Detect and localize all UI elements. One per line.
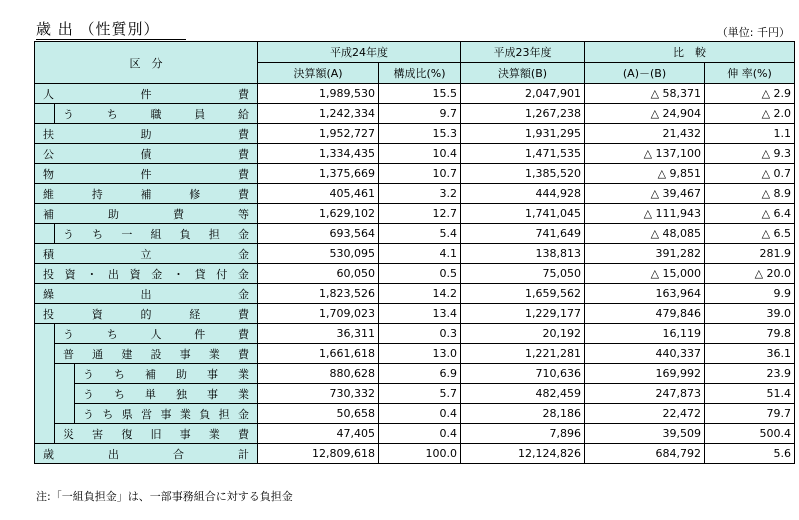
cell-growth: 9.9 bbox=[705, 284, 795, 304]
label-char: 費 bbox=[237, 427, 249, 441]
cell-diff: 479,846 bbox=[585, 304, 705, 324]
row-label-text bbox=[35, 146, 257, 162]
footnote: 注:「一組負担金」は、一部事務組合に対する負担金 bbox=[36, 490, 293, 503]
cell-growth: △ 20.0 bbox=[705, 264, 795, 284]
cell-a: 12,809,618 bbox=[258, 444, 379, 464]
label-char: 金 bbox=[238, 407, 249, 421]
table-row bbox=[35, 344, 795, 364]
cell-diff: △ 15,000 bbox=[585, 264, 705, 284]
label-char: 補 bbox=[140, 187, 152, 201]
label-char: 業 bbox=[208, 427, 220, 441]
label-char: 費 bbox=[238, 307, 249, 321]
indent-cell bbox=[55, 384, 75, 404]
table-row bbox=[35, 304, 795, 324]
label-char: 金 bbox=[238, 247, 249, 261]
cell-a: 1,823,526 bbox=[258, 284, 379, 304]
table-row bbox=[35, 84, 795, 104]
cell-growth: 500.4 bbox=[705, 424, 795, 444]
header-fy23: 平成23年度 bbox=[461, 42, 585, 63]
table-row bbox=[35, 144, 795, 164]
cell-growth: △ 0.7 bbox=[705, 164, 795, 184]
cell-b: 1,471,535 bbox=[461, 144, 585, 164]
label-char: 員 bbox=[194, 107, 206, 121]
cell-b: 7,896 bbox=[461, 424, 585, 444]
label-char: 歳 bbox=[43, 447, 54, 461]
indent-cell bbox=[35, 424, 55, 444]
label-char: 助 bbox=[140, 127, 152, 141]
table-row bbox=[35, 424, 795, 444]
cell-ratio: 13.4 bbox=[379, 304, 461, 324]
cell-b: 12,124,826 bbox=[461, 444, 585, 464]
cell-diff: 169,992 bbox=[585, 364, 705, 384]
label-char: 費 bbox=[173, 207, 184, 221]
label-char: 通 bbox=[92, 347, 104, 361]
cell-a: 1,375,669 bbox=[258, 164, 379, 184]
row-label bbox=[35, 124, 258, 144]
row-label-text bbox=[35, 266, 257, 282]
label-char: 職 bbox=[150, 107, 162, 121]
row-label bbox=[75, 364, 258, 384]
row-label bbox=[75, 384, 258, 404]
row-label bbox=[35, 444, 258, 464]
row-label bbox=[55, 104, 258, 124]
label-char: 費 bbox=[237, 347, 249, 361]
cell-growth: 39.0 bbox=[705, 304, 795, 324]
label-char: う bbox=[63, 227, 74, 241]
cell-growth: 51.4 bbox=[705, 384, 795, 404]
cell-diff: 22,472 bbox=[585, 404, 705, 424]
label-char: 公 bbox=[43, 147, 54, 161]
header-diff: (A)－(B) bbox=[585, 63, 705, 84]
row-label-text bbox=[35, 446, 257, 462]
cell-ratio: 14.2 bbox=[379, 284, 461, 304]
label-char: 件 bbox=[140, 87, 152, 101]
cell-ratio: 0.4 bbox=[379, 404, 461, 424]
label-char: 人 bbox=[43, 87, 54, 101]
cell-a: 880,628 bbox=[258, 364, 379, 384]
cell-a: 36,311 bbox=[258, 324, 379, 344]
label-char: 投 bbox=[43, 267, 54, 281]
cell-b: 741,649 bbox=[461, 224, 585, 244]
row-label bbox=[55, 324, 258, 344]
label-char: う bbox=[83, 387, 94, 401]
page-title: 歳 出 （性質別） bbox=[36, 20, 186, 40]
cell-diff: △ 39,467 bbox=[585, 184, 705, 204]
label-char: 災 bbox=[63, 427, 74, 441]
label-char: 組 bbox=[150, 227, 162, 241]
cell-growth: △ 8.9 bbox=[705, 184, 795, 204]
cell-b: 28,186 bbox=[461, 404, 585, 424]
row-label-text bbox=[35, 246, 257, 262]
cell-diff: 21,432 bbox=[585, 124, 705, 144]
cell-growth: △ 6.5 bbox=[705, 224, 795, 244]
label-char: 費 bbox=[238, 327, 249, 341]
label-char: ・ bbox=[86, 267, 98, 281]
indent-cell bbox=[35, 404, 55, 424]
cell-a: 530,095 bbox=[258, 244, 379, 264]
label-char: 費 bbox=[238, 187, 249, 201]
cell-growth: 23.9 bbox=[705, 364, 795, 384]
cell-diff: 16,119 bbox=[585, 324, 705, 344]
cell-b: 75,050 bbox=[461, 264, 585, 284]
row-label bbox=[35, 184, 258, 204]
label-char: う bbox=[83, 407, 94, 421]
cell-b: 1,221,281 bbox=[461, 344, 585, 364]
row-label bbox=[55, 224, 258, 244]
cell-a: 1,242,334 bbox=[258, 104, 379, 124]
cell-a: 1,629,102 bbox=[258, 204, 379, 224]
cell-b: 2,047,901 bbox=[461, 84, 585, 104]
label-char: 一 bbox=[121, 227, 133, 241]
label-char: 給 bbox=[238, 107, 249, 121]
cell-diff: 391,282 bbox=[585, 244, 705, 264]
label-char: 貸 bbox=[194, 267, 206, 281]
table-row bbox=[35, 264, 795, 284]
header-category: 区 分 bbox=[35, 42, 258, 84]
cell-ratio: 10.7 bbox=[379, 164, 461, 184]
label-char: 修 bbox=[189, 187, 201, 201]
label-char: 出 bbox=[107, 267, 119, 281]
table-row bbox=[35, 244, 795, 264]
label-char: ち bbox=[102, 407, 114, 421]
label-char: ち bbox=[106, 327, 118, 341]
table-row bbox=[35, 364, 795, 384]
table-row bbox=[35, 384, 795, 404]
cell-ratio: 15.3 bbox=[379, 124, 461, 144]
header-row-1 bbox=[35, 42, 795, 63]
cell-diff: △ 58,371 bbox=[585, 84, 705, 104]
indent-cell bbox=[35, 384, 55, 404]
expenditure-table bbox=[34, 41, 795, 464]
cell-diff: 440,337 bbox=[585, 344, 705, 364]
cell-ratio: 9.7 bbox=[379, 104, 461, 124]
cell-b: 710,636 bbox=[461, 364, 585, 384]
cell-ratio: 6.9 bbox=[379, 364, 461, 384]
cell-a: 47,405 bbox=[258, 424, 379, 444]
indent-cell bbox=[35, 364, 55, 384]
row-label-text bbox=[35, 306, 257, 322]
cell-a: 60,050 bbox=[258, 264, 379, 284]
cell-ratio: 3.2 bbox=[379, 184, 461, 204]
cell-a: 405,461 bbox=[258, 184, 379, 204]
label-char: 合 bbox=[173, 447, 184, 461]
cell-b: 1,659,562 bbox=[461, 284, 585, 304]
cell-a: 1,334,435 bbox=[258, 144, 379, 164]
row-label bbox=[35, 284, 258, 304]
label-char: 金 bbox=[238, 287, 249, 301]
label-char: 負 bbox=[179, 227, 191, 241]
row-label-text bbox=[35, 166, 257, 182]
label-char: 事 bbox=[207, 387, 218, 401]
row-label-text bbox=[55, 346, 257, 362]
indent-cell bbox=[55, 404, 75, 424]
cell-b: 20,192 bbox=[461, 324, 585, 344]
table-row bbox=[35, 164, 795, 184]
label-char: 事 bbox=[179, 347, 191, 361]
label-char: 扶 bbox=[43, 127, 54, 141]
row-label-text bbox=[35, 186, 257, 202]
label-char: 資 bbox=[64, 267, 76, 281]
label-char: 助 bbox=[108, 207, 119, 221]
label-char: 設 bbox=[150, 347, 162, 361]
label-char: 付 bbox=[216, 267, 228, 281]
label-char: 物 bbox=[43, 167, 54, 181]
label-char: 普 bbox=[63, 347, 74, 361]
cell-a: 1,989,530 bbox=[258, 84, 379, 104]
label-char: ち bbox=[92, 227, 104, 241]
label-char: 業 bbox=[208, 347, 220, 361]
row-label-text bbox=[35, 206, 257, 222]
cell-ratio: 4.1 bbox=[379, 244, 461, 264]
cell-diff: 247,873 bbox=[585, 384, 705, 404]
label-char: 補 bbox=[145, 367, 156, 381]
cell-a: 50,658 bbox=[258, 404, 379, 424]
cell-ratio: 5.7 bbox=[379, 384, 461, 404]
cell-ratio: 13.0 bbox=[379, 344, 461, 364]
label-char: 件 bbox=[140, 167, 152, 181]
cell-b: 1,267,238 bbox=[461, 104, 585, 124]
table-row bbox=[35, 444, 795, 464]
table-row bbox=[35, 124, 795, 144]
label-char: 維 bbox=[43, 187, 54, 201]
row-label bbox=[35, 204, 258, 224]
label-char: ・ bbox=[172, 267, 184, 281]
table-row bbox=[35, 184, 795, 204]
row-label-text bbox=[55, 226, 257, 242]
label-char: 的 bbox=[140, 307, 152, 321]
label-char: 金 bbox=[237, 227, 249, 241]
label-char: 業 bbox=[179, 407, 191, 421]
row-label-text bbox=[35, 86, 257, 102]
row-label-text bbox=[35, 286, 257, 302]
cell-growth: △ 6.4 bbox=[705, 204, 795, 224]
label-char: 担 bbox=[208, 227, 220, 241]
label-char: 旧 bbox=[150, 427, 162, 441]
cell-a: 1,952,727 bbox=[258, 124, 379, 144]
row-label-text bbox=[55, 326, 257, 342]
row-label bbox=[55, 344, 258, 364]
row-label bbox=[35, 84, 258, 104]
indent-cell bbox=[35, 104, 55, 124]
label-char: 事 bbox=[160, 407, 172, 421]
cell-ratio: 100.0 bbox=[379, 444, 461, 464]
cell-growth: 79.8 bbox=[705, 324, 795, 344]
cell-b: 1,741,045 bbox=[461, 204, 585, 224]
table-row bbox=[35, 224, 795, 244]
label-char: 計 bbox=[238, 447, 249, 461]
cell-b: 444,928 bbox=[461, 184, 585, 204]
cell-diff: 163,964 bbox=[585, 284, 705, 304]
label-char: 人 bbox=[150, 327, 162, 341]
label-char: う bbox=[63, 327, 74, 341]
row-label-text bbox=[75, 366, 257, 382]
row-label bbox=[35, 144, 258, 164]
cell-diff: △ 24,904 bbox=[585, 104, 705, 124]
cell-diff: △ 48,085 bbox=[585, 224, 705, 244]
cell-diff: △ 9,851 bbox=[585, 164, 705, 184]
cell-growth: 1.1 bbox=[705, 124, 795, 144]
label-char: 資 bbox=[91, 307, 103, 321]
indent-cell bbox=[35, 344, 55, 364]
cell-ratio: 10.4 bbox=[379, 144, 461, 164]
cell-growth: 79.7 bbox=[705, 404, 795, 424]
cell-ratio: 0.3 bbox=[379, 324, 461, 344]
cell-a: 693,564 bbox=[258, 224, 379, 244]
label-char: 県 bbox=[121, 407, 133, 421]
label-char: 持 bbox=[91, 187, 103, 201]
cell-b: 138,813 bbox=[461, 244, 585, 264]
label-char: 営 bbox=[141, 407, 153, 421]
cell-b: 1,229,177 bbox=[461, 304, 585, 324]
label-char: 投 bbox=[43, 307, 54, 321]
label-char: 費 bbox=[238, 127, 249, 141]
row-label-text bbox=[75, 406, 257, 422]
cell-growth: 5.6 bbox=[705, 444, 795, 464]
cell-growth: 36.1 bbox=[705, 344, 795, 364]
cell-ratio: 0.5 bbox=[379, 264, 461, 284]
cell-a: 730,332 bbox=[258, 384, 379, 404]
label-char: ち bbox=[114, 387, 125, 401]
row-label bbox=[55, 424, 258, 444]
cell-growth: △ 2.0 bbox=[705, 104, 795, 124]
cell-a: 1,709,023 bbox=[258, 304, 379, 324]
row-label-text bbox=[55, 106, 257, 122]
label-char: 費 bbox=[238, 167, 249, 181]
label-char: 金 bbox=[151, 267, 163, 281]
label-char: 事 bbox=[207, 367, 218, 381]
table-row bbox=[35, 404, 795, 424]
label-char: 件 bbox=[194, 327, 206, 341]
label-char: 費 bbox=[238, 147, 249, 161]
header-compare: 比 較 bbox=[585, 42, 795, 63]
cell-diff: 39,509 bbox=[585, 424, 705, 444]
cell-b: 1,931,295 bbox=[461, 124, 585, 144]
label-char: 出 bbox=[108, 447, 119, 461]
cell-b: 482,459 bbox=[461, 384, 585, 404]
cell-ratio: 5.4 bbox=[379, 224, 461, 244]
label-char: 費 bbox=[238, 87, 249, 101]
row-label-text bbox=[35, 126, 257, 142]
row-label bbox=[35, 244, 258, 264]
table-row bbox=[35, 104, 795, 124]
label-char: ち bbox=[114, 367, 125, 381]
label-char: 独 bbox=[176, 387, 187, 401]
cell-ratio: 15.5 bbox=[379, 84, 461, 104]
label-char: う bbox=[83, 367, 94, 381]
cell-ratio: 12.7 bbox=[379, 204, 461, 224]
label-char: 積 bbox=[43, 247, 54, 261]
table-row bbox=[35, 204, 795, 224]
table-row bbox=[35, 324, 795, 344]
header-growth: 伸 率(%) bbox=[705, 63, 795, 84]
header-settled-a: 決算額(A) bbox=[258, 63, 379, 84]
label-char: 事 bbox=[179, 427, 191, 441]
label-char: 助 bbox=[176, 367, 187, 381]
label-char: 業 bbox=[238, 387, 249, 401]
row-label-text bbox=[75, 386, 257, 402]
header-settled-b: 決算額(B) bbox=[461, 63, 585, 84]
cell-a: 1,661,618 bbox=[258, 344, 379, 364]
cell-growth: △ 2.9 bbox=[705, 84, 795, 104]
label-char: 経 bbox=[189, 307, 201, 321]
row-label-text bbox=[55, 426, 257, 442]
cell-diff: △ 111,943 bbox=[585, 204, 705, 224]
indent-cell bbox=[35, 224, 55, 244]
cell-ratio: 0.4 bbox=[379, 424, 461, 444]
label-char: 繰 bbox=[43, 287, 54, 301]
indent-cell bbox=[35, 324, 55, 344]
row-label bbox=[75, 404, 258, 424]
label-char: 建 bbox=[121, 347, 133, 361]
label-char: 担 bbox=[218, 407, 230, 421]
label-char: う bbox=[63, 107, 74, 121]
label-char: 金 bbox=[237, 267, 249, 281]
cell-diff: 684,792 bbox=[585, 444, 705, 464]
label-char: 業 bbox=[238, 367, 249, 381]
label-char: 等 bbox=[238, 207, 249, 221]
header-fy24: 平成24年度 bbox=[258, 42, 461, 63]
label-char: 復 bbox=[121, 427, 133, 441]
label-char: 資 bbox=[129, 267, 141, 281]
label-char: 立 bbox=[140, 247, 152, 261]
label-char: 負 bbox=[199, 407, 211, 421]
cell-growth: 281.9 bbox=[705, 244, 795, 264]
row-label bbox=[35, 264, 258, 284]
row-label bbox=[35, 304, 258, 324]
label-char: ち bbox=[106, 107, 118, 121]
unit-label: （単位: 千円） bbox=[716, 26, 790, 39]
header-ratio: 構成比(%) bbox=[379, 63, 461, 84]
table-row bbox=[35, 284, 795, 304]
cell-b: 1,385,520 bbox=[461, 164, 585, 184]
label-char: 補 bbox=[43, 207, 54, 221]
label-char: 害 bbox=[92, 427, 104, 441]
cell-growth: △ 9.3 bbox=[705, 144, 795, 164]
indent-cell bbox=[55, 364, 75, 384]
label-char: 債 bbox=[140, 147, 152, 161]
row-label bbox=[35, 164, 258, 184]
label-char: 出 bbox=[140, 287, 152, 301]
label-char: 単 bbox=[145, 387, 156, 401]
cell-diff: △ 137,100 bbox=[585, 144, 705, 164]
